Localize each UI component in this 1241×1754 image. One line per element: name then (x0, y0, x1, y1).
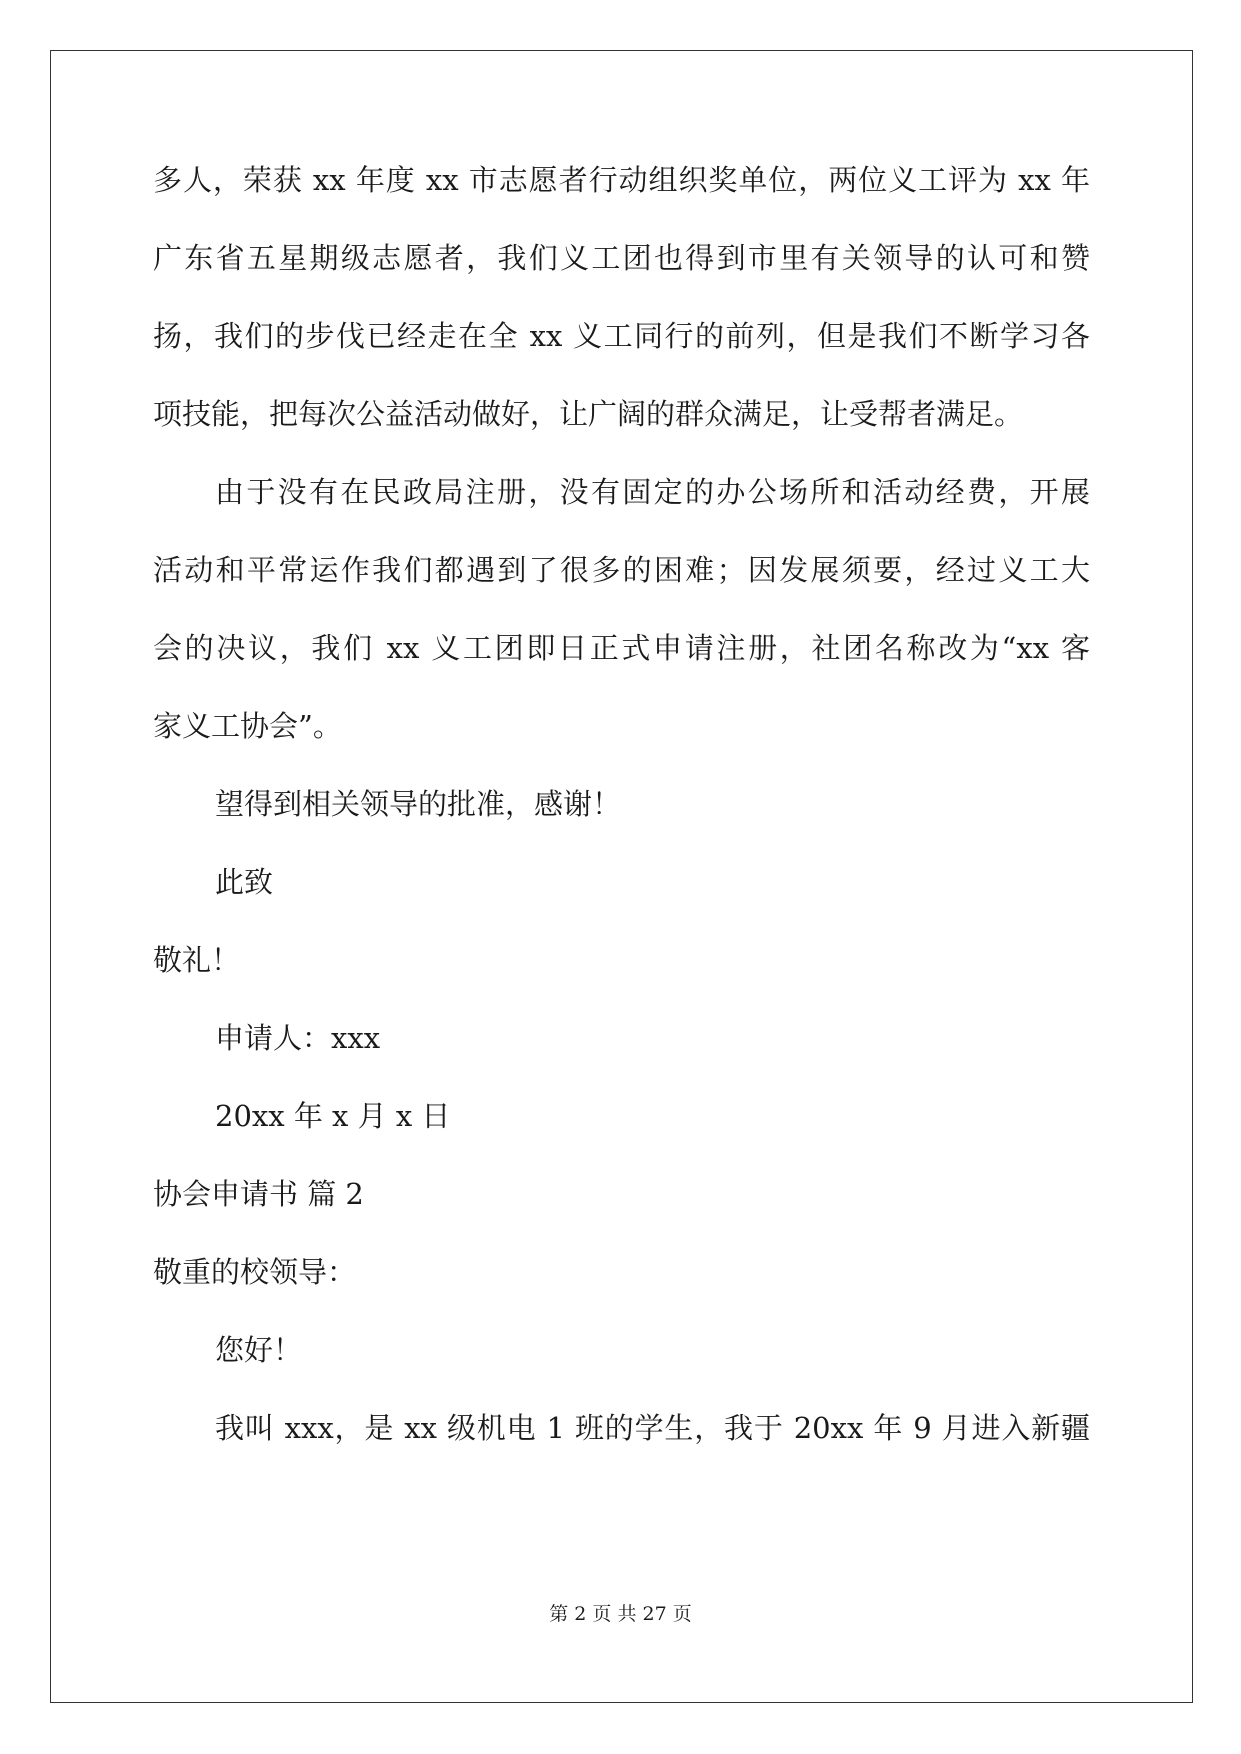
body-line: 多人，荣获 xx 年度 xx 市志愿者行动组织奖单位，两位义工评为 xx 年 (153, 163, 1090, 197)
body-line: 广东省五星期级志愿者，我们义工团也得到市里有关领导的认可和赞 (153, 241, 1090, 275)
section-heading: 协会申请书 篇 2 (153, 1177, 364, 1211)
applicant-line: 申请人：xxx (215, 1021, 381, 1055)
body-line: 活动和平常运作我们都遇到了很多的困难；因发展须要，经过义工大 (153, 553, 1090, 587)
body-line: 由于没有在民政局注册，没有固定的办公场所和活动经费，开展 (215, 475, 1090, 509)
greeting-line: 您好！ (215, 1333, 303, 1367)
closing-line: 此致 (215, 865, 274, 899)
body-line: 我叫 xxx，是 xx 级机电 1 班的学生，我于 20xx 年 9 月进入新疆 (215, 1411, 1090, 1445)
salutation-line: 敬礼！ (153, 943, 241, 977)
body-line: 项技能，把每次公益活动做好，让广阔的群众满足，让受帮者满足。 (153, 397, 1024, 431)
body-line: 望得到相关领导的批准，感谢！ (215, 787, 622, 821)
date-line: 20xx 年 x 月 x 日 (215, 1099, 451, 1133)
body-line: 会的决议，我们 xx 义工团即日正式申请注册，社团名称改为“xx 客 (153, 631, 1090, 665)
addressee-line: 敬重的校领导： (153, 1255, 357, 1289)
page-number: 第 2 页 共 27 页 (549, 1603, 692, 1625)
body-line: 扬，我们的步伐已经走在全 xx 义工同行的前列，但是我们不断学习各 (153, 319, 1090, 353)
body-line: 家义工协会”。 (153, 709, 342, 743)
